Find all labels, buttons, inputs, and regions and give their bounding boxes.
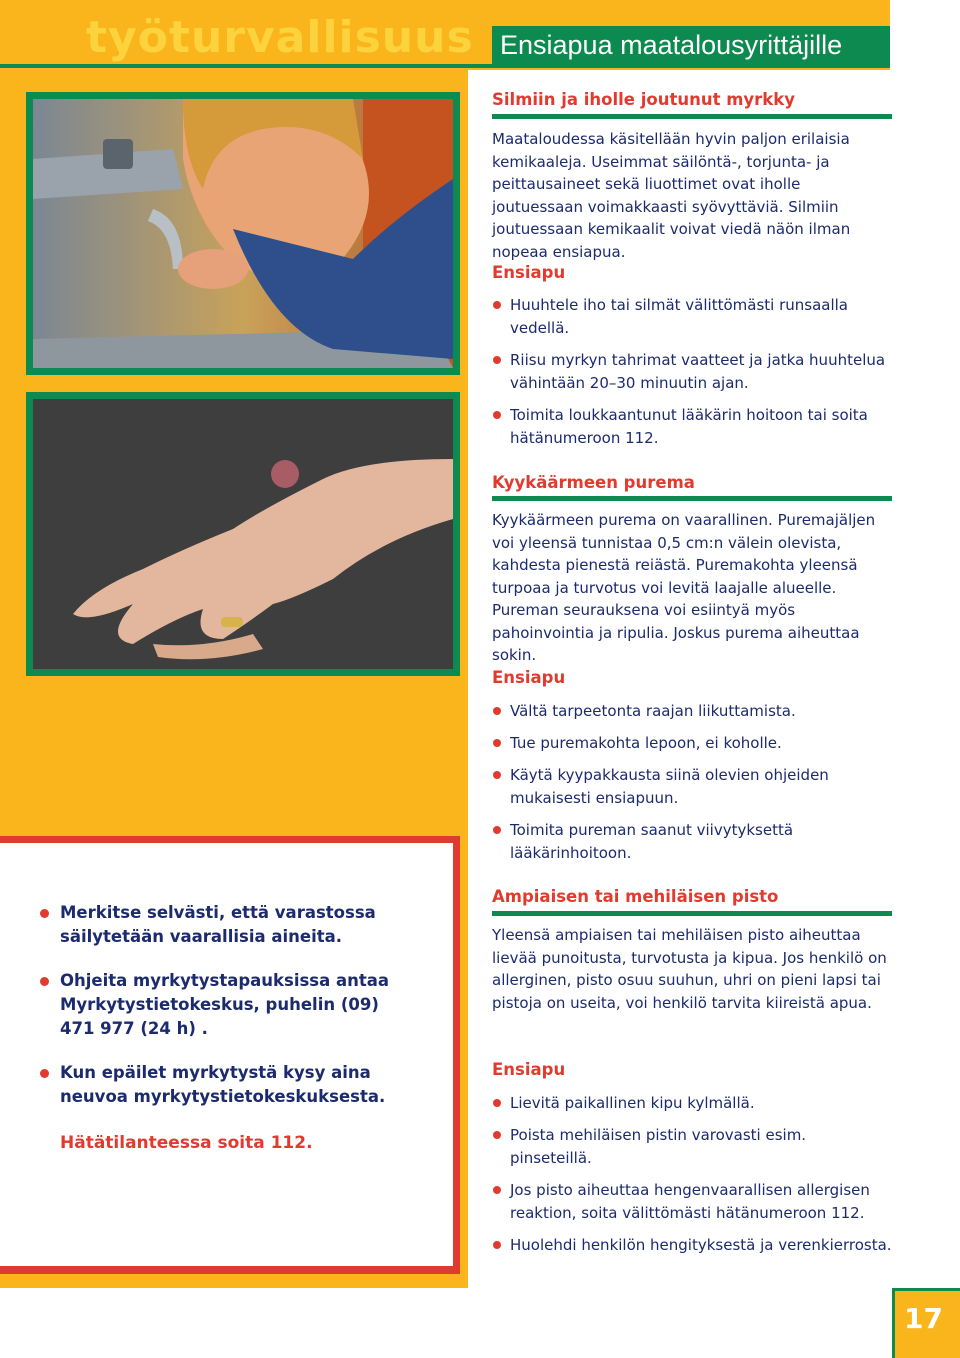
bullet-icon	[493, 1099, 501, 1107]
firstaid-heading: Ensiapu	[492, 263, 566, 282]
bullet-icon	[40, 909, 49, 918]
page-number-border	[892, 1288, 895, 1358]
section-text: Yleensä ampiaisen tai mehiläisen pisto aiheuttaa lievää punoitusta, turvotusta ja kipua. Jos henkilö on allerginen, pisto osuu suuhun, uhri on pieni lapsi tai pistoja on useita, voi henkilö tarvita kiireistä apua.	[492, 926, 887, 1012]
header-wordmark: työturvallisuus	[86, 12, 474, 63]
firstaid-item: Huolehdi henkilön hengityksestä ja verenkierrosta.	[510, 1236, 892, 1254]
bullet-icon	[493, 411, 501, 419]
section-title: Kyykäärmeen purema	[492, 473, 695, 492]
firstaid-heading: Ensiapu	[492, 668, 566, 687]
firstaid-item: Riisu myrkyn tahrimat vaatteet ja jatka huuhtelua vähintään 20–30 minuutin ajan.	[510, 351, 886, 392]
header-rule	[0, 64, 492, 68]
snake-bite-hand-photo	[26, 392, 460, 676]
section-text: Kyykäärmeen purema on vaarallinen. Puremajäljen voi yleensä tunnistaa 0,5 cm:n välein olevista, kahdesta pienestä reiästä. Puremakohta yleensä turpoaa ja turvotus voi levitä laajalle alueelle. Pureman seurauksena voi esiintyä myös pahoinvointia ja ripulia. Joskus purema aiheuttaa sokin.	[492, 511, 876, 664]
bullet-icon	[493, 1131, 501, 1139]
section-title: Silmiin ja iholle joutunut myrkky	[492, 90, 795, 109]
bullet-icon	[493, 739, 501, 747]
bullet-icon	[493, 1241, 501, 1249]
warning-item: Ohjeita myrkytystapauksissa antaa Myrkytystietokeskus, puhelin (09) 471 977 (24 h) .	[60, 971, 390, 1038]
section-title: Ampiaisen tai mehiläisen pisto	[492, 887, 779, 906]
bullet-icon	[493, 301, 501, 309]
firstaid-item: Lievitä paikallinen kipu kylmällä.	[510, 1094, 755, 1112]
section-text: Maataloudessa käsitellään hyvin paljon erilaisia kemikaaleja. Useimmat säilöntä-, torjunta- ja peittausaineet sekä liuottimet ovat iholle joutuessaan voimakkaasti syövyttäviä. Silmiin joutuessaan kemikaalit voivat viedä näön ilman nopeaa ensiapua.	[492, 130, 851, 261]
hand-illustration	[33, 399, 453, 669]
page-number: 17	[904, 1302, 943, 1335]
firstaid-item: Vältä tarpeetonta raajan liikuttamista.	[510, 702, 796, 720]
firstaid-item: Käytä kyypakkausta siinä olevien ohjeiden mukaisesti ensiapuun.	[510, 766, 829, 807]
eye-wash-photo	[26, 92, 460, 375]
warning-item: Kun epäilet myrkytystä kysy aina neuvoa myrkytystietokeskuksesta.	[60, 1063, 386, 1106]
bullet-icon	[40, 977, 49, 986]
firstaid-item: Tue puremakohta lepoon, ei koholle.	[510, 734, 782, 752]
section-rule	[492, 114, 892, 119]
warning-box	[0, 843, 453, 1266]
page-subtitle: Ensiapua maatalousyrittäjille	[500, 30, 843, 60]
bullet-icon	[493, 707, 501, 715]
firstaid-item: Toimita pureman saanut viivytyksettä lääkärinhoitoon.	[510, 821, 794, 862]
firstaid-item: Huuhtele iho tai silmät välittömästi runsaalla vedellä.	[510, 296, 848, 337]
bullet-icon	[493, 356, 501, 364]
eye-wash-illustration	[33, 99, 453, 368]
bullet-icon	[40, 1069, 49, 1078]
firstaid-item: Jos pisto aiheuttaa hengenvaarallisen allergisen reaktion, soita välittömästi hätänumeroon 112.	[510, 1181, 870, 1222]
bullet-icon	[493, 1186, 501, 1194]
firstaid-heading: Ensiapu	[492, 1060, 566, 1079]
bullet-icon	[493, 771, 501, 779]
section-rule	[492, 496, 892, 501]
firstaid-item: Poista mehiläisen pistin varovasti esim. pinseteillä.	[510, 1126, 807, 1167]
bullet-icon	[493, 826, 501, 834]
firstaid-item: Toimita loukkaantunut lääkärin hoitoon tai soita hätänumeroon 112.	[510, 406, 868, 447]
page-number-border	[892, 1288, 960, 1291]
section-rule	[492, 911, 892, 916]
warning-item: Merkitse selvästi, että varastossa säilytetään vaarallisia aineita.	[60, 903, 376, 946]
emergency-note: Hätätilanteessa soita 112.	[60, 1133, 313, 1153]
